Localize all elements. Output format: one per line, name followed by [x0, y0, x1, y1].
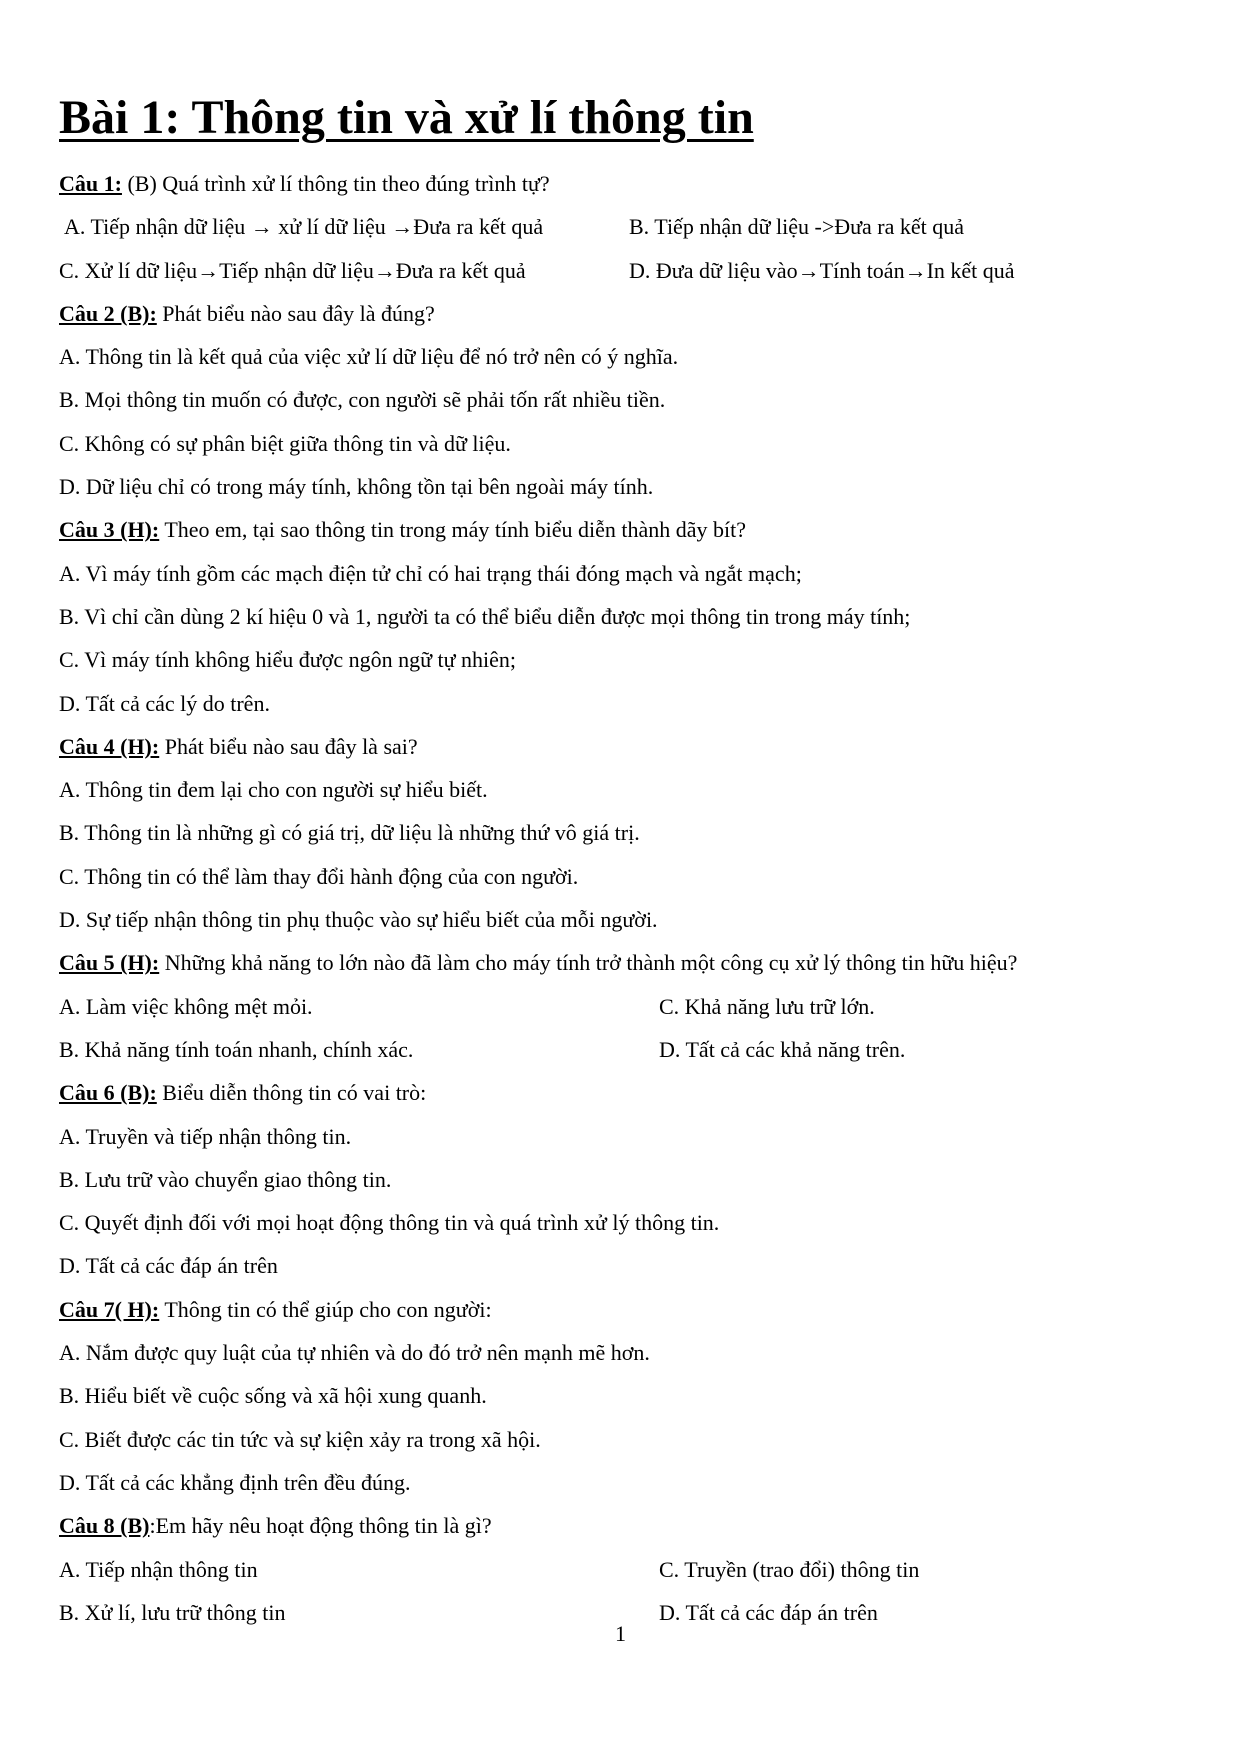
- option-d: D. Tất cả các đáp án trên: [59, 1253, 278, 1279]
- option-c: C. Biết được các tin tức và sự kiện xảy ra trong xã hội.: [59, 1426, 541, 1452]
- question-6-label: Câu 6 (B):: [59, 1080, 157, 1106]
- question-2: [59, 292, 1179, 508]
- question-8-stem: [59, 1504, 1179, 1547]
- question-7-label: Câu 7( H):: [59, 1296, 160, 1322]
- option-b: B. Hiểu biết về cuộc sống và xã hội xung quanh.: [59, 1383, 487, 1409]
- question-8-options-row-1: [59, 1548, 1179, 1591]
- question-1-text: (B) Quá trình xử lí thông tin theo đúng trình tự?: [121, 171, 550, 196]
- option-c: C. Không có sự phân biệt giữa thông tin và dữ liệu.: [59, 430, 511, 456]
- option-c: C. Khả năng lưu trữ lớn.: [659, 993, 875, 1019]
- page-number: 1: [615, 1621, 626, 1646]
- question-3-text: Theo em, tại sao thông tin trong máy tính biểu diễn thành dãy bít?: [159, 517, 746, 543]
- option-c: C. Xử lí dữ liệu→Tiếp nhận dữ liệu→Đưa ra kết quả: [59, 257, 526, 283]
- option-d: D. Sự tiếp nhận thông tin phụ thuộc vào sự hiểu biết của mỗi người.: [59, 907, 658, 933]
- option-a: A. Tiếp nhận thông tin: [59, 1556, 258, 1582]
- option-c: C. Truyền (trao đổi) thông tin: [659, 1556, 920, 1582]
- question-7-stem: [59, 1288, 1179, 1331]
- option-a: A. Thông tin đem lại cho con người sự hiểu biết.: [59, 777, 488, 803]
- option-b: B. Xử lí, lưu trữ thông tin: [59, 1599, 286, 1625]
- question-5-stem: [59, 941, 1179, 984]
- option-a: A. Thông tin là kết quả của việc xử lí dữ liệu để nó trở nên có ý nghĩa.: [59, 344, 679, 370]
- question-4: [59, 725, 1179, 941]
- question-1-label: Câu 1:: [59, 171, 122, 196]
- question-5: [59, 941, 1179, 1071]
- option-c: C. Quyết định đối với mọi hoạt động thông tin và quá trình xử lý thông tin.: [59, 1210, 720, 1236]
- option-d: D. Dữ liệu chỉ có trong máy tính, không tồn tại bên ngoài máy tính.: [59, 474, 654, 500]
- question-1: [59, 162, 1179, 292]
- option-c: C. Vì máy tính không hiểu được ngôn ngữ tự nhiên;: [59, 647, 517, 673]
- question-7-text: Thông tin có thể giúp cho con người:: [159, 1296, 492, 1322]
- option-b: B. Khả năng tính toán nhanh, chính xác.: [59, 1036, 414, 1062]
- question-1-options-row-2: [59, 249, 1179, 292]
- question-1-stem: [59, 162, 1179, 205]
- question-7: [59, 1288, 1179, 1504]
- option-a: A. Truyền và tiếp nhận thông tin.: [59, 1123, 352, 1149]
- option-a: A. Vì máy tính gồm các mạch điện tử chỉ có hai trạng thái đóng mạch và ngắt mạch;: [59, 560, 802, 586]
- option-d: D. Tất cả các khả năng trên.: [659, 1036, 906, 1062]
- question-3: [59, 508, 1179, 724]
- page-title: Bài 1: Thông tin và xử lí thông tin: [59, 91, 754, 144]
- option-d: D. Đưa dữ liệu vào→Tính toán→In kết quả: [629, 257, 1015, 283]
- question-5-text: Những khả năng to lớn nào đã làm cho máy tính trở thành một công cụ xử lý thông tin hữu hiệu?: [159, 950, 1018, 976]
- question-5-label: Câu 5 (H):: [59, 950, 160, 976]
- question-4-label: Câu 4 (H):: [59, 733, 160, 759]
- option-d: D. Tất cả các khẳng định trên đều đúng.: [59, 1469, 411, 1495]
- option-c: C. Thông tin có thể làm thay đổi hành động của con người.: [59, 863, 579, 889]
- question-2-stem: [59, 292, 1179, 335]
- question-6-text: Biểu diễn thông tin có vai trò:: [156, 1080, 427, 1106]
- question-5-options-row-2: [59, 1028, 1179, 1071]
- option-d: D. Tất cả các đáp án trên: [659, 1599, 878, 1625]
- question-6: [59, 1071, 1179, 1287]
- question-2-label: Câu 2 (B):: [59, 300, 157, 326]
- option-b: B. Thông tin là những gì có giá trị, dữ liệu là những thứ vô giá trị.: [59, 820, 640, 846]
- document-page: [59, 82, 1179, 1634]
- option-b: B. Vì chỉ cần dùng 2 kí hiệu 0 và 1, người ta có thể biểu diễn được mọi thông tin trong máy tính;: [59, 603, 911, 629]
- option-b: B. Tiếp nhận dữ liệu ->Đưa ra kết quả: [629, 214, 965, 240]
- question-3-label: Câu 3 (H):: [59, 517, 160, 543]
- question-8-label: Câu 8 (B): [59, 1513, 150, 1539]
- option-b: B. Mọi thông tin muốn có được, con người sẽ phải tốn rất nhiều tiền.: [59, 387, 666, 413]
- option-d: D. Tất cả các lý do trên.: [59, 690, 270, 716]
- question-2-text: Phát biểu nào sau đây là đúng?: [156, 300, 435, 326]
- question-4-stem: [59, 725, 1179, 768]
- question-1-options-row-1: [59, 205, 1179, 248]
- question-5-options-row-1: [59, 985, 1179, 1028]
- option-a: A. Nắm được quy luật của tự nhiên và do đó trở nên mạnh mẽ hơn.: [59, 1340, 650, 1366]
- question-8-text: :Em hãy nêu hoạt động thông tin là gì?: [149, 1513, 492, 1539]
- option-a: A. Tiếp nhận dữ liệu → xử lí dữ liệu →Đưa ra kết quả: [64, 214, 544, 240]
- option-a: A. Làm việc không mệt mỏi.: [59, 993, 313, 1019]
- question-4-text: Phát biểu nào sau đây là sai?: [159, 733, 418, 759]
- question-3-stem: [59, 508, 1179, 551]
- question-6-stem: [59, 1071, 1179, 1114]
- option-b: B. Lưu trữ vào chuyển giao thông tin.: [59, 1166, 392, 1192]
